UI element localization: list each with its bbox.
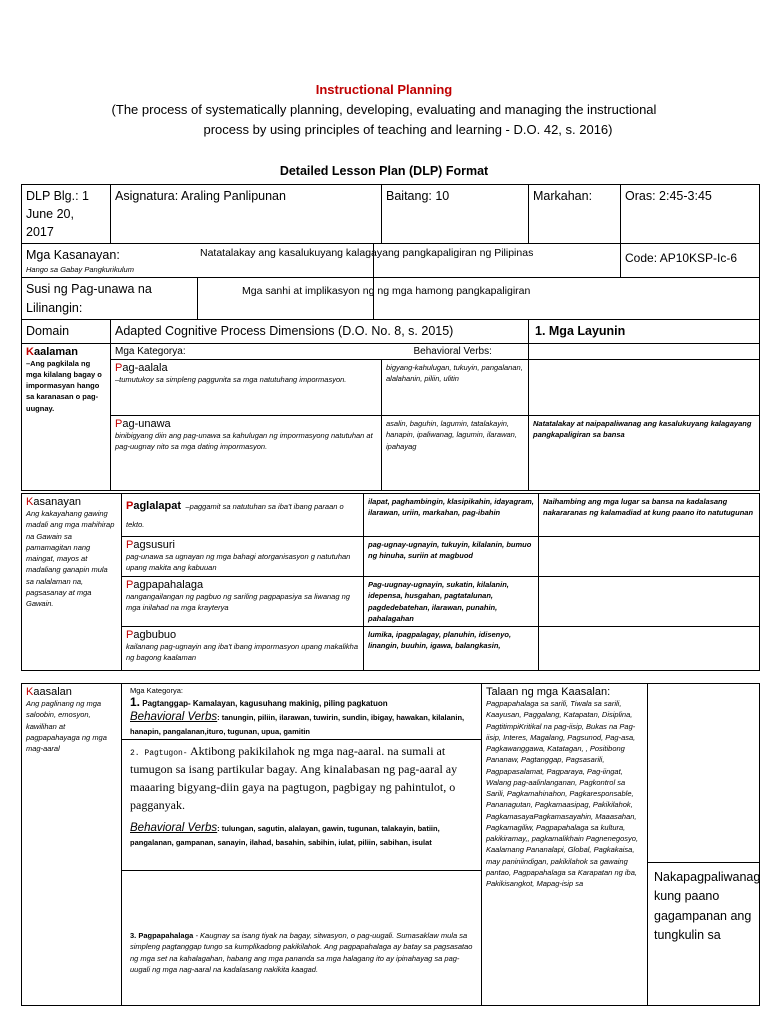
kaasalan-item-3-text: 3. Pagpapahalaga - Kaugnay sa isang tiyak na bagay, sitwasyon, o pag-uugali. Sumasaklaw mula sa simpleng pagtanggap tungo sa kumplikadong pakikilahok. Ang pagpapahalaga ay batay sa pagsasatao ng mga set na kahalagahan, habang ang mga pananda sa mga halagang ito ay ipinahayag sa pag-uugali ng mga nag-aaral na kadalasang nakikita kaagad. — [130, 931, 473, 974]
markahan-cell — [529, 185, 621, 244]
kaalaman-row-1-objective — [529, 359, 760, 415]
kaalaman-desc: –Ang pagkilala ng mga kilalang bagay o impormasyan hango sa karanasan o pag-uugnay. — [26, 358, 102, 413]
layunin-label: 1. Mga Layunin — [535, 324, 626, 339]
kasanayan-row-3-desc: nangangailangan ng pagbuo ng sariling pagpapasiya sa liwanag ng mga inilahad na mga krayterya — [126, 592, 350, 613]
kasanayan-row-3-name: Pagpapahalaga — [126, 579, 204, 591]
kasanayan-table — [21, 493, 760, 671]
dlp-number-cell — [22, 185, 111, 244]
code: Code: AP10KSP-Ic-6 — [625, 251, 738, 266]
kaasalan-table — [21, 683, 760, 1006]
dlp-date: June 20, 2017 — [26, 207, 74, 240]
kaasalan-item-1 — [122, 684, 481, 740]
page-title: Instructional Planning — [315, 82, 453, 97]
talaan-text: Pagpapahalaga sa sarili, Tiwala sa sarili, Kaayusan, Paggalang, Katapatan, Disiplina, PagtitimpiKritikal na pag-iisip, Bukas na Pag-iisip, Interes, Magalang, Pagsunod, Pag-asa, Pagkawanggawa, Katatagan, , Positibong Pananaw, Pagtanggap, Pagsasarili, Pagpapasalamat, Pagparaya, Pag-iingat, Walang pag-aalinlanganan, Pagkontrol sa Sarili, Pagkamahinahon, Pagkaresponsable, Pananagutan, Pagkamaasipag, Pakikilahok, PagkamasayaPagkamasayahin, Maaasahan, Pagkamagiliw, Pagpapahalaga sa kultura, pakikiramay,, pagkamalikhain Pagnenegosyo, Kaalamang Pananalapi, Global, Pagkakaisa, may paniniindigan, pakikilahok sa gawaing pantao, Pagpapahalaga sa Karapatan ng iba, Pakikisangkot, Mapag-isip sa — [486, 699, 639, 888]
kaalaman-row-2-name: Pag-unawa — [115, 417, 171, 430]
kasanayan-row-1-verbs: ilapat, paghambingin, klasipikahin, idayagram, ilarawan, uriin, markahan, pag-ibahin — [364, 494, 539, 537]
kasanayan-row-1-objective: Naihambing ang mga lugar sa bansa na kadalasang nakararanas ng kalamadiad at kung paano ito natutugunan — [539, 494, 760, 537]
kaalaman-row-1 — [111, 359, 382, 415]
kasanayan-row-2-name: Pagsusuri — [126, 539, 175, 551]
kaasalan-item-1-title: 1. Pagtanggap- Kamalayan, kagusuhang makinig, piling pagkatuon — [130, 695, 388, 709]
kasanayan-cell — [22, 494, 122, 671]
kasanayan-row-1-desc: –paggamit sa natutuhan sa iba't ibang paraan o tekto. — [126, 502, 344, 529]
markahan: Markahan: — [533, 189, 593, 203]
kasanayan-row-2-objective — [539, 537, 760, 577]
kasanayan-label: Kasanayan — [26, 496, 82, 508]
kasanayan-row-2 — [122, 537, 364, 577]
page-subtitle-line-2: process by using principles of teaching and learning - D.O. 42, s. 2016) — [203, 122, 613, 137]
kasanayan-row-4 — [122, 627, 364, 671]
baitang: Baitang: 10 — [386, 189, 450, 203]
domain-label: Domain — [26, 324, 70, 339]
kaasalan-divider-2 — [122, 870, 481, 871]
kasanayan-row-4-verbs: lumika, ipagpalagay, planuhin, idisenyo, linangin, buuhin, igawa, balangkasin, — [364, 627, 539, 671]
kategorya-header: Mga Kategorya: — [111, 343, 374, 359]
kasanayan-row-3 — [122, 577, 364, 627]
kasanayan-text-cell — [200, 244, 621, 278]
kasanayan-row-2-verbs: pag-ugnay-ugnayin, tukuyin, kilalanin, bumuo ng hinuha, suriin at magbuod — [364, 537, 539, 577]
kaasalan-item-1-verbs: Behavioral Verbs: tanungin, piliin, ilarawan, tuwirin, sundin, ibigay, hawakan, kilalanin, hanapin, pangalanan,ituro, tugunan, upua, gamitin — [130, 711, 465, 737]
kasanayan-row-1-name: Paglalapat — [126, 500, 182, 512]
baitang-cell — [382, 185, 529, 244]
kaasalan-objective: Nakapagpaliwanag kung paano gagampanan ang tungkulin sa — [654, 870, 761, 943]
code-cell — [621, 244, 760, 278]
kasanayan-row-2-desc: pag-unawa sa ugnayan ng mga bahagi atorganisasyon g natutuhan upang makita ang kabuuan — [126, 552, 351, 573]
kaasalan-categories-cell — [122, 684, 482, 1006]
kaasalan-item-3 — [122, 928, 481, 977]
layunin-cell — [529, 320, 760, 343]
kasanayan-row-1 — [122, 494, 364, 537]
kasanayan-row-3-verbs: Pag-uugnay-ugnayin, sukatin, kilalanin, idepensa, husgahan, pagtatalunan, pagdedebatehan, ilarawan, punahin, pahalagahan — [364, 577, 539, 627]
kaasalan-item-2 — [122, 740, 481, 851]
adapted-label: Adapted Cognitive Process Dimensions (D.O. No. 8, s. 2015) — [115, 324, 454, 339]
oras-cell — [621, 185, 760, 244]
kaasalan-kategorya: Mga Kategorya: — [130, 686, 183, 695]
kaasalan-objective-cell — [648, 684, 760, 1006]
susi-divider — [197, 278, 198, 319]
kaasalan-item-2-text: 2. Pagtugon- Aktibong pakikilahok ng mga nag-aaral. na sumali at tumugon sa isang partikular bagay. Ang kinalabasan ng pag-aaral ay maaaring bigyang-diin gaya na pagtugon, pagbigay ng pahintulot, o pagganyak. — [130, 744, 458, 812]
kasanayan-row-3-objective — [539, 577, 760, 627]
dlp-format-heading: Detailed Lesson Plan (DLP) Format — [279, 164, 489, 178]
susi-cell — [22, 278, 531, 320]
susi-label: Susi ng Pag-unawa na Lilinangin: — [26, 282, 152, 315]
susi-text: Mga sanhi at implikasyon ng ng mga hamong pangkapaligiran — [242, 285, 531, 298]
kasanayan-row-4-objective — [539, 627, 760, 671]
kasanayan-label: Mga Kasanayan: — [26, 248, 120, 263]
talaan-label: Talaan ng mga Kaasalan: — [486, 686, 611, 698]
kasanayan-row-4-name: Pagbubuo — [126, 629, 177, 641]
kaalaman-row-2 — [111, 415, 382, 490]
dlp-number: DLP Blg.: 1 — [26, 189, 90, 203]
kaalaman-cell — [22, 343, 111, 490]
adapted-cell — [111, 320, 529, 343]
kasanayan-text: Natatalakay ang kasalukuyang kalagayang pangkapaligiran ng Pilipinas — [200, 247, 534, 260]
kaalaman-row-1-desc: –tumutukoy sa simpleng paggunita sa mga natutuhang impormasyon. — [115, 374, 347, 384]
kaalaman-row-1-verbs: bigyang-kahulugan, tukuyin, pangalanan, alalahanin, piliin, ulitin — [382, 359, 529, 415]
kaasalan-desc: Ang paglinang ng mga saloobin, emosyon, kawilihan at pagpapahayaga ng mga mag-aaral — [26, 699, 107, 753]
domain-cell — [22, 320, 111, 343]
kaalaman-row-2-desc: binibigyang diin ang pag-unawa sa kahulugan ng impormasyong natutuhan at pag-uugnay nito sa mga dating impormasyon. — [115, 430, 373, 452]
kaalaman-row-2-verbs: asalin, baguhin, lagumin, tatalakayin, hanapin, ipaliwanag, lagumin, ilarawan, ipahayag — [382, 415, 529, 490]
kaalaman-label: Kaalaman — [26, 345, 78, 358]
page-subtitle-line-1: (The process of systematically planning, developing, evaluating and managing the instructional — [111, 102, 657, 117]
objective-divider — [648, 862, 759, 863]
asignatura-cell — [111, 185, 382, 244]
kaasalan-cell — [22, 684, 122, 1006]
kaalaman-row-1-name: Pag-aalala — [115, 361, 168, 374]
asignatura: Asignatura: Araling Panlipunan — [115, 189, 286, 203]
kaasalan-item-2-verbs: Behavioral Verbs: tulungan, sagutin, alalayan, gawin, tugunan, talakayin, batiin, pangalanan, gampanan, sanayin, ilahad, basahin, sabihin, iulat, piliin, sabihan, isulat — [130, 822, 440, 848]
kaalaman-row-2-objective: Natatalakay at naipapaliwanag ang kasalukuyang kalagayang pangkapaligiran sa bansa — [529, 415, 760, 490]
talaan-cell — [482, 684, 648, 1006]
kasanayan-row-4-desc: kailanang pag-ugnayin ang iba't ibang impormasyon upang makalikha ng bagong kaalaman — [126, 642, 359, 663]
kaasalan-label: Kaasalan — [26, 686, 72, 698]
kasanayan-desc: Ang kakayahang gawing madali ang mga mahihirap na Gawain sa pamamagitan nang maingat, mayos at madaliang ganapin mula sa nalalaman na, pagsasanay at mga Gawain. — [26, 509, 115, 608]
oras: Oras: 2:45-3:45 — [625, 189, 712, 203]
kasanayan-source: Hango sa Gabay Pangkurikulum — [26, 264, 134, 274]
layunin-header-empty — [529, 343, 760, 359]
behavioral-header: Behavioral Verbs: — [374, 343, 529, 359]
lesson-info-table — [21, 184, 760, 491]
